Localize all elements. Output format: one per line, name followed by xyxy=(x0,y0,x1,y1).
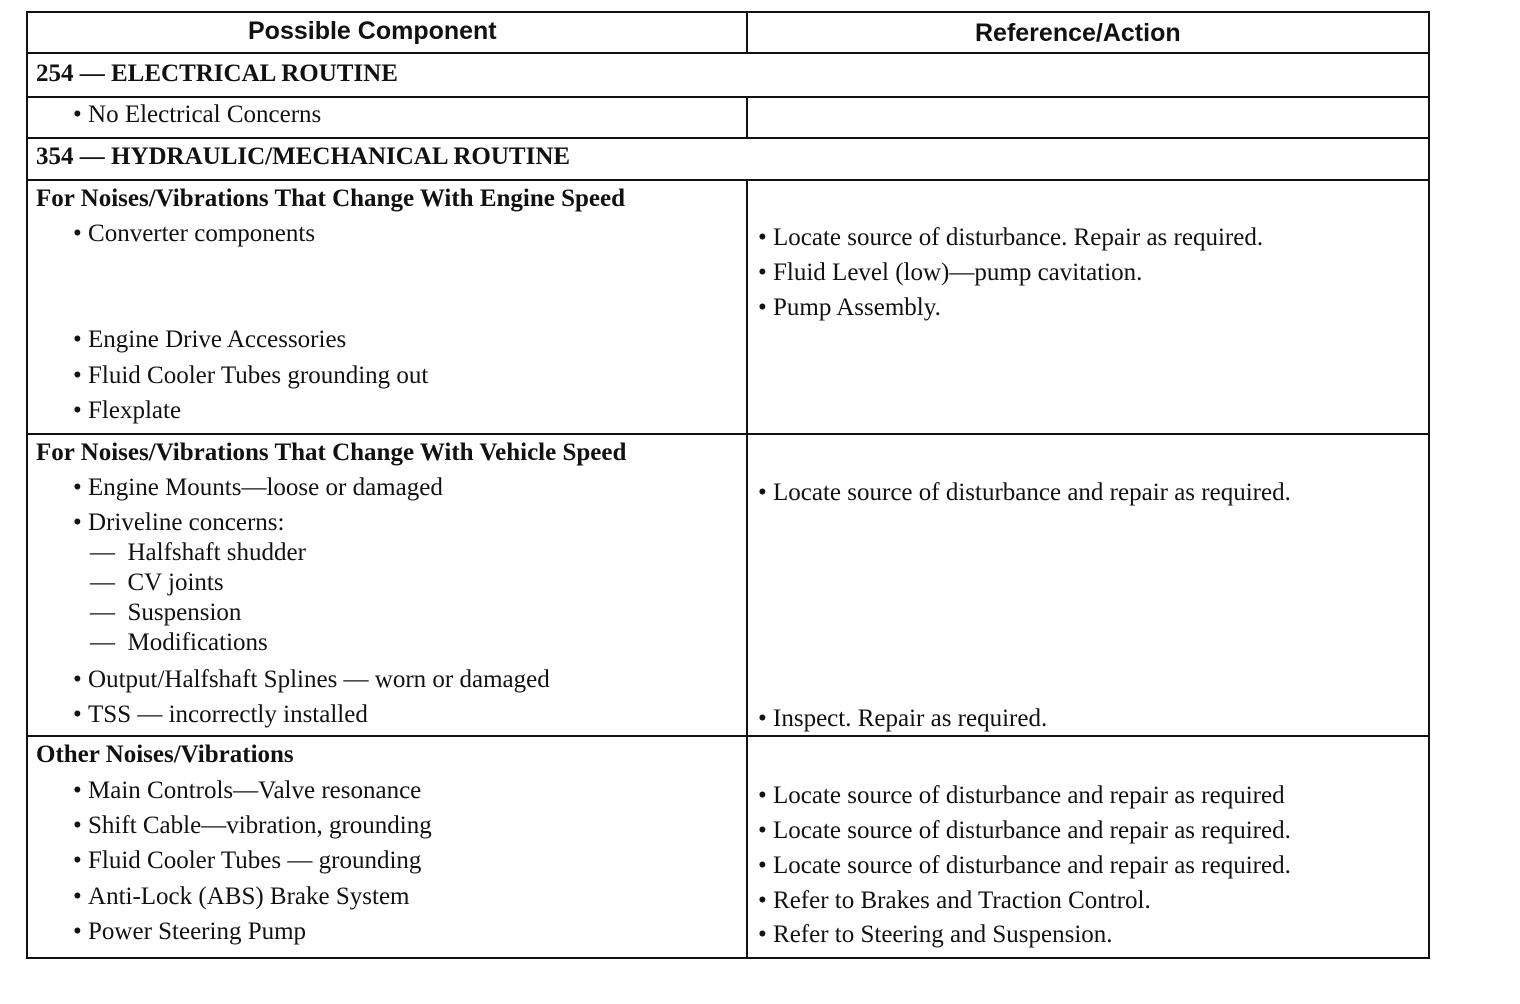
list-item: • Converter components xyxy=(73,219,315,249)
list-item: • Fluid Cooler Tubes grounding out xyxy=(73,361,428,391)
list-item: • Engine Mounts—loose or damaged xyxy=(73,473,443,503)
list-item: • Shift Cable—vibration, grounding xyxy=(73,811,432,841)
row-divider xyxy=(26,137,1430,139)
section-title-electrical: 254 — ELECTRICAL ROUTINE xyxy=(36,60,398,87)
column-divider xyxy=(746,11,748,53)
row-divider xyxy=(26,52,1430,54)
header-action: Reference/Action xyxy=(975,19,1181,47)
sub-list-item: — Modifications xyxy=(90,628,268,658)
action-item: • Locate source of disturbance and repair as required xyxy=(758,781,1285,811)
action-item: • Locate source of disturbance and repair as required. xyxy=(758,816,1291,846)
sub-list-item: — Suspension xyxy=(90,598,241,628)
list-item: • Engine Drive Accessories xyxy=(73,325,346,355)
list-item: • Fluid Cooler Tubes — grounding xyxy=(73,846,421,876)
list-item: • Driveline concerns: xyxy=(73,508,284,538)
group-title-vehicle-speed: For Noises/Vibrations That Change With Vehicle Speed xyxy=(36,439,627,466)
list-item: • Flexplate xyxy=(73,396,181,426)
action-item: • Inspect. Repair as required. xyxy=(758,704,1047,734)
action-item: • Locate source of disturbance and repair as required. xyxy=(758,478,1291,508)
row-divider xyxy=(26,735,1430,737)
row-divider xyxy=(26,96,1430,98)
action-item: • Locate source of disturbance and repair as required. xyxy=(758,851,1291,881)
column-divider xyxy=(746,179,748,959)
list-item: • TSS — incorrectly installed xyxy=(73,700,368,730)
sub-list-item: — CV joints xyxy=(90,568,224,598)
column-divider xyxy=(746,96,748,138)
action-item: • Refer to Steering and Suspension. xyxy=(758,920,1113,950)
action-item: • Locate source of disturbance. Repair as required. xyxy=(758,223,1263,253)
action-item: • Pump Assembly. xyxy=(758,293,941,323)
list-item: • Main Controls—Valve resonance xyxy=(73,776,421,806)
row-divider xyxy=(26,433,1430,435)
list-item: • Power Steering Pump xyxy=(73,917,306,947)
action-item: • Fluid Level (low)—pump cavitation. xyxy=(758,258,1142,288)
header-component: Possible Component xyxy=(248,17,497,45)
row-divider xyxy=(26,179,1430,181)
list-item: • Anti-Lock (ABS) Brake System xyxy=(73,882,410,912)
action-item: • Refer to Brakes and Traction Control. xyxy=(758,886,1151,916)
electrical-item: • No Electrical Concerns xyxy=(73,100,321,130)
list-item: • Output/Halfshaft Splines — worn or damaged xyxy=(73,665,550,695)
group-title-engine-speed: For Noises/Vibrations That Change With Engine Speed xyxy=(36,185,626,212)
sub-list-item: — Halfshaft shudder xyxy=(90,538,306,568)
group-title-other: Other Noises/Vibrations xyxy=(36,741,294,768)
section-title-hydraulic: 354 — HYDRAULIC/MECHANICAL ROUTINE xyxy=(36,143,571,170)
